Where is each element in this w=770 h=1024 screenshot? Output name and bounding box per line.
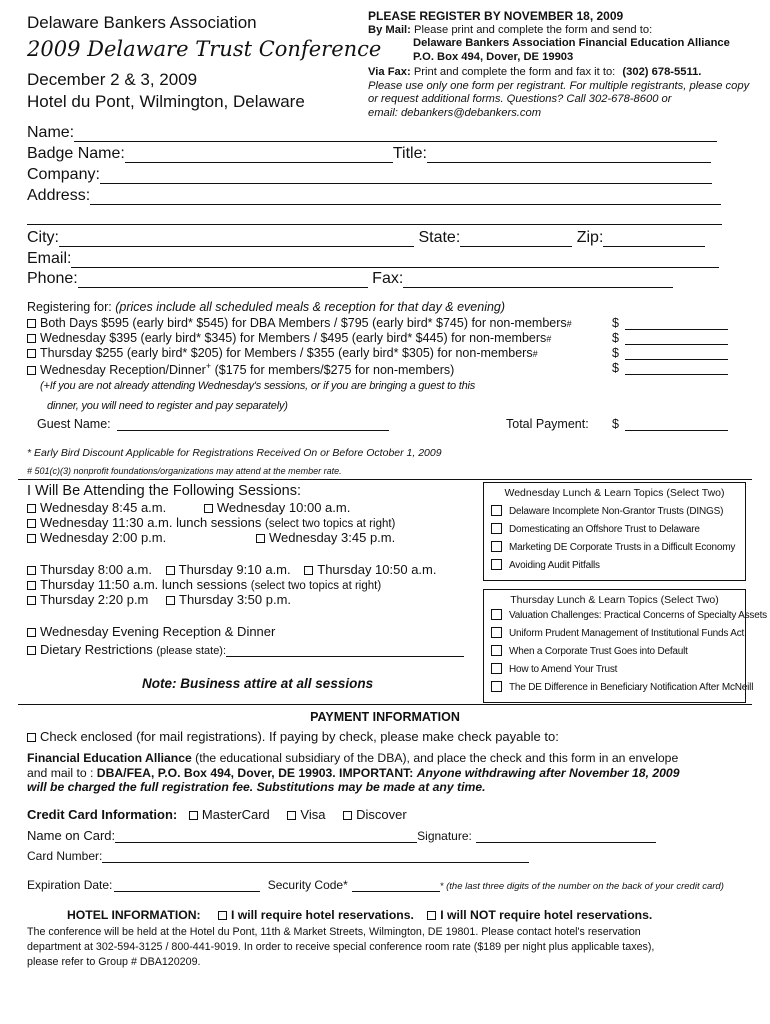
plus-note-text1: If you are not already attending Wednesday's sessions, or if you are bringing a guest to this: [49, 380, 476, 392]
option-both-days[interactable]: [27, 316, 572, 330]
nonprofit-mark: #: [532, 349, 538, 359]
thu-800-label: Thursday 8:00 a.m.: [40, 562, 152, 577]
total-payment-row: [506, 417, 589, 431]
payment-heading: PAYMENT INFORMATION: [310, 710, 460, 724]
title-field[interactable]: [427, 146, 711, 163]
wed-topic-item[interactable]: [484, 503, 745, 521]
thu-topic-label: Valuation Challenges: Practical Concerns of Specialty Assets: [509, 610, 767, 621]
both-days-checkbox[interactable]: [27, 319, 36, 328]
badge-name-label: Badge Name:: [27, 145, 125, 162]
note-line3: email: debankers@debankers.com: [368, 106, 542, 119]
fea-bold: Financial Education Alliance: [27, 751, 192, 765]
topic-checkbox[interactable]: [491, 609, 502, 620]
badge-title-row: [27, 145, 711, 163]
topic-checkbox[interactable]: [491, 559, 502, 570]
thu-910-checkbox[interactable]: [166, 566, 175, 575]
wed-845-label: Wednesday 8:45 a.m.: [40, 500, 167, 515]
wed-1000-checkbox[interactable]: [204, 504, 213, 513]
name-on-card-field[interactable]: [115, 829, 417, 843]
wednesday-checkbox[interactable]: [27, 334, 36, 343]
phone-fax-row: [27, 270, 673, 288]
thu-topic-item[interactable]: [484, 625, 745, 643]
thu-topic-item[interactable]: [484, 661, 745, 679]
session-row-wed-lunch: [27, 515, 395, 530]
thursday-checkbox[interactable]: [27, 349, 36, 358]
registration-instructions: [368, 10, 758, 120]
session-row-wed-pm: [27, 530, 166, 545]
security-note: * (the last three digits of the number on the back of your credit card): [439, 881, 724, 892]
credit-card-row: [27, 807, 407, 822]
zip-field[interactable]: [603, 230, 705, 247]
zip-label: Zip:: [576, 229, 604, 246]
hotel-not-require-checkbox[interactable]: [427, 911, 436, 920]
guest-name-field[interactable]: [117, 417, 389, 431]
hotel-line3: please refer to Group # DBA120209.: [27, 956, 201, 968]
dietary-field[interactable]: [226, 644, 464, 657]
option-reception-text: Wednesday Reception/Dinner: [40, 363, 206, 378]
thu-1050-checkbox[interactable]: [304, 566, 313, 575]
card-number-row: [27, 849, 529, 863]
attire-note: Note: Business attire at all sessions: [142, 676, 374, 691]
topic-checkbox[interactable]: [491, 663, 502, 674]
signature-label: Signature:: [417, 829, 472, 843]
conference-venue: Hotel du Pont, Wilmington, Delaware: [27, 92, 305, 111]
wed-topics-title: Wednesday Lunch & Learn Topics (Select Two): [504, 487, 725, 499]
topic-checkbox[interactable]: [491, 523, 502, 534]
name-label: Name:: [27, 124, 75, 141]
reception-row: [27, 624, 275, 639]
discover-label: Discover: [356, 807, 407, 822]
visa-label: Visa: [300, 807, 326, 822]
fax-field[interactable]: [403, 271, 673, 288]
important-text2: will be charged the full registration fee. Substitutions may be made at any time.: [27, 780, 486, 794]
mail-address-line2: P.O. Box 494, Dover, DE 19903: [413, 50, 574, 63]
total-payment-amount: [612, 417, 728, 431]
option-reception[interactable]: [27, 361, 454, 377]
security-label: Security Code*: [267, 878, 348, 892]
session-row-thu-pm: [27, 592, 291, 607]
dollar-sign: $: [612, 331, 619, 345]
dietary-checkbox[interactable]: [27, 646, 36, 655]
name-on-card-row: [27, 828, 656, 843]
visa-checkbox[interactable]: [287, 811, 296, 820]
registering-note: (prices include all scheduled meals & reception for that day & evening): [115, 300, 506, 314]
hotel-require-label: I will require hotel reservations.: [231, 908, 414, 922]
amount-wednesday: [612, 331, 728, 345]
topic-checkbox[interactable]: [491, 681, 502, 692]
thu-topic-label: The DE Difference in Beneficiary Notification After McNeill: [509, 682, 754, 693]
reception-checkbox[interactable]: [27, 366, 36, 375]
thu-topic-item[interactable]: [484, 607, 767, 625]
hotel-not-require-label: I will NOT require hotel reservations.: [440, 908, 653, 922]
wed-topic-label: Domesticating an Offshore Trust to Delaware: [509, 524, 700, 535]
check-enclosed-label: Check enclosed (for mail registrations). If paying by check, please make check payable to:: [40, 729, 559, 744]
card-number-field[interactable]: [102, 849, 529, 863]
hotel-heading: HOTEL INFORMATION:: [67, 908, 201, 922]
mail-to-label: and mail to :: [27, 766, 97, 780]
fax-label: Fax:: [372, 270, 404, 287]
discover-checkbox[interactable]: [343, 811, 352, 820]
divider: [18, 479, 752, 480]
check-enclosed-checkbox[interactable]: [27, 733, 36, 742]
plus-open: (+: [40, 380, 50, 392]
topic-checkbox[interactable]: [491, 505, 502, 516]
by-mail-text: Please print and complete the form and send to:: [414, 23, 653, 36]
wed-topic-item[interactable]: [484, 557, 745, 575]
nonprofit-mark: #: [566, 319, 572, 329]
cc-label: Credit Card Information:: [27, 807, 178, 822]
email-field[interactable]: [71, 251, 719, 268]
thu-topic-label: When a Corporate Trust Goes into Default: [509, 646, 688, 657]
thu-topic-item[interactable]: [484, 679, 754, 697]
address-row: [27, 187, 721, 205]
nonprofit-mark: #: [546, 334, 552, 344]
registering-label: Registering for:: [27, 300, 112, 314]
check-row: [27, 729, 559, 744]
mastercard-label: MasterCard: [201, 807, 270, 822]
total-payment-field[interactable]: [625, 417, 728, 431]
company-label: Company:: [27, 166, 100, 183]
state-field[interactable]: [460, 230, 572, 247]
important-text1: Anyone withdrawing after November 18, 2009: [416, 766, 680, 780]
wed-topic-label: Marketing DE Corporate Trusts in a Difficult Economy: [509, 542, 736, 553]
option-reception-suffix: ($175 for members/$275 for non-members): [211, 363, 455, 378]
hotel-info: [27, 925, 654, 970]
session-row-wed-345: [256, 530, 395, 545]
thu-220-checkbox[interactable]: [27, 596, 36, 605]
thu-800-checkbox[interactable]: [27, 566, 36, 575]
wed-lunch-label: Wednesday 11:30 a.m. lunch sessions: [40, 515, 262, 530]
mail-to-line: [27, 766, 679, 780]
expiration-label: Expiration Date:: [27, 878, 113, 892]
topic-checkbox[interactable]: [491, 541, 502, 552]
thu-topics-title: Thursday Lunch & Learn Topics (Select Two): [510, 594, 719, 606]
total-payment-label: Total Payment:: [506, 417, 589, 431]
option-wednesday[interactable]: [27, 331, 551, 345]
name-on-card-label: Name on Card:: [27, 828, 116, 843]
hotel-line1: The conference will be held at the Hotel du Pont, 11th & Market Streets, Wilmington, DE 19801. Please contact hotel's reservation: [27, 926, 641, 938]
plus-note-line2: dinner, you will need to register and pay separately): [47, 400, 288, 412]
wed-1000-label: Wednesday 10:00 a.m.: [216, 500, 351, 515]
wed-topics-box: [483, 482, 746, 581]
option-thursday[interactable]: [27, 346, 538, 360]
company-row: [27, 166, 712, 184]
hotel-require-checkbox[interactable]: [218, 911, 227, 920]
thu-350-label: Thursday 3:50 p.m.: [179, 592, 292, 607]
wed-lunch-note: (select two topics at right): [265, 518, 396, 530]
fea-line: [27, 751, 678, 765]
via-fax-label: Via Fax:: [368, 66, 411, 78]
badge-name-field[interactable]: [125, 146, 393, 163]
topic-checkbox[interactable]: [491, 645, 502, 656]
reception-dinner-label: Wednesday Evening Reception & Dinner: [40, 624, 276, 639]
session-row-thu-lunch: [27, 577, 381, 592]
dollar-sign: $: [612, 417, 619, 431]
thu-topic-label: How to Amend Your Trust: [509, 664, 618, 675]
registering-heading: [27, 300, 505, 314]
state-label: State:: [418, 229, 461, 246]
thu-lunch-label: Thursday 11:50 a.m. lunch sessions: [40, 577, 248, 592]
wed-200-checkbox[interactable]: [27, 534, 36, 543]
address-field-line2[interactable]: [27, 208, 722, 225]
plus-mark: +: [205, 361, 212, 371]
dietary-label: Dietary Restrictions: [40, 642, 153, 657]
dietary-row: [27, 642, 464, 657]
wed-topic-label: Avoiding Audit Pitfalls: [509, 560, 600, 571]
thu-910-label: Thursday 9:10 a.m.: [178, 562, 291, 577]
org-name: Delaware Bankers Association: [27, 13, 257, 32]
thu-topic-item[interactable]: [484, 643, 745, 661]
city-label: City:: [27, 229, 59, 246]
wed-lunch-checkbox[interactable]: [27, 519, 36, 528]
phone-label: Phone:: [27, 270, 78, 287]
note-line1: Please use only one form per registrant. For multiple registrants, please copy: [368, 79, 750, 92]
city-field[interactable]: [59, 230, 414, 247]
dietary-note: (please state):: [156, 645, 227, 657]
address-label: Address:: [27, 187, 91, 204]
session-row-wed-am: [27, 500, 350, 515]
plus-note-line1: [40, 380, 475, 392]
topic-checkbox[interactable]: [491, 627, 502, 638]
conference-dates: December 2 & 3, 2009: [27, 70, 198, 89]
session-row-thu-am: [27, 562, 436, 577]
wed-topic-item[interactable]: [484, 521, 745, 539]
dollar-sign: $: [612, 316, 619, 330]
hotel-line2: department at 302-594-3125 / 800-441-9019. In order to receive special conference room rate ($189 per night plus applicable taxes),: [27, 941, 655, 953]
thu-350-checkbox[interactable]: [166, 596, 175, 605]
title-label: Title:: [392, 145, 427, 162]
company-field[interactable]: [100, 167, 712, 184]
amount-reception-field[interactable]: [625, 361, 728, 375]
email-row: [27, 250, 719, 268]
card-number-label: Card Number:: [27, 849, 103, 863]
wed-845-checkbox[interactable]: [27, 504, 36, 513]
reception-dinner-checkbox[interactable]: [27, 628, 36, 637]
conference-title: 2009 Delaware Trust Conference: [27, 37, 382, 61]
amount-thursday-field[interactable]: [625, 346, 728, 360]
city-state-zip-row: [27, 229, 705, 247]
nonprofit-note: # 501(c)(3) nonprofit foundations/organizations may attend at the member rate.: [27, 466, 342, 476]
phone-field[interactable]: [78, 271, 368, 288]
option-thursday-text: Thursday $255 (early bird* $205) for Members / $355 (early bird* $305) for non-members: [40, 346, 533, 360]
address-field[interactable]: [90, 188, 721, 205]
amount-both-days-field[interactable]: [625, 316, 728, 330]
dollar-sign: $: [612, 346, 619, 360]
guest-name-row: [37, 417, 389, 431]
thu-topics-box: [483, 589, 767, 703]
wed-200-label: Wednesday 2:00 p.m.: [40, 530, 167, 545]
amount-reception: [612, 361, 728, 375]
wed-345-checkbox[interactable]: [256, 534, 265, 543]
mail-address-line1: Delaware Bankers Association Financial Education Alliance: [413, 37, 730, 49]
dollar-sign: $: [612, 361, 619, 375]
fea-text: (the educational subsidiary of the DBA), and place the check and this form in an envelope: [191, 751, 679, 765]
early-bird-note: * Early Bird Discount Applicable for Registrations Received On or Before October 1, 2009: [27, 447, 442, 459]
expiration-field[interactable]: [114, 878, 260, 892]
signature-field[interactable]: [476, 829, 656, 843]
expiration-row: [27, 878, 724, 892]
amount-thursday: [612, 346, 728, 360]
thu-1050-label: Thursday 10:50 a.m.: [317, 562, 437, 577]
name-row: [27, 124, 717, 142]
option-both-days-text: Both Days $595 (early bird* $545) for DBA Members / $795 (early bird* $745) for non-members: [40, 316, 567, 330]
divider: [18, 704, 752, 705]
email-label: Email:: [27, 250, 72, 267]
thu-topic-label: Uniform Prudent Management of Institutional Funds Act: [509, 628, 745, 639]
fax-number: (302) 678-5511.: [622, 66, 702, 78]
sessions-heading: I Will Be Attending the Following Sessions:: [27, 483, 302, 499]
note-line2: or request additional forms. Questions? Call 302-678-8600 or: [368, 93, 672, 105]
mail-to-address: DBA/FEA, P.O. Box 494, Dover, DE 19903. IMPORTANT:: [96, 766, 417, 780]
thu-lunch-note: (select two topics at right): [250, 580, 382, 592]
register-deadline: PLEASE REGISTER BY NOVEMBER 18, 2009: [368, 9, 624, 23]
name-field[interactable]: [74, 125, 717, 142]
by-mail-label: By Mail:: [368, 23, 411, 36]
wed-topic-label: Delaware Incomplete Non-Grantor Trusts (DINGS): [509, 506, 724, 517]
thu-lunch-checkbox[interactable]: [27, 581, 36, 590]
hotel-row: [67, 908, 652, 922]
amount-wednesday-field[interactable]: [625, 331, 728, 345]
via-fax-text: Print and complete the form and fax it to:: [413, 66, 616, 78]
mastercard-checkbox[interactable]: [189, 811, 198, 820]
guest-name-label: Guest Name:: [37, 417, 111, 431]
wed-345-label: Wednesday 3:45 p.m.: [269, 530, 396, 545]
amount-both-days: [612, 316, 728, 330]
option-wednesday-text: Wednesday $395 (early bird* $345) for Members / $495 (early bird* $445) for non-members: [40, 331, 547, 345]
security-field[interactable]: [352, 878, 440, 892]
wed-topic-item[interactable]: [484, 539, 745, 557]
thu-220-label: Thursday 2:20 p.m: [40, 592, 149, 607]
